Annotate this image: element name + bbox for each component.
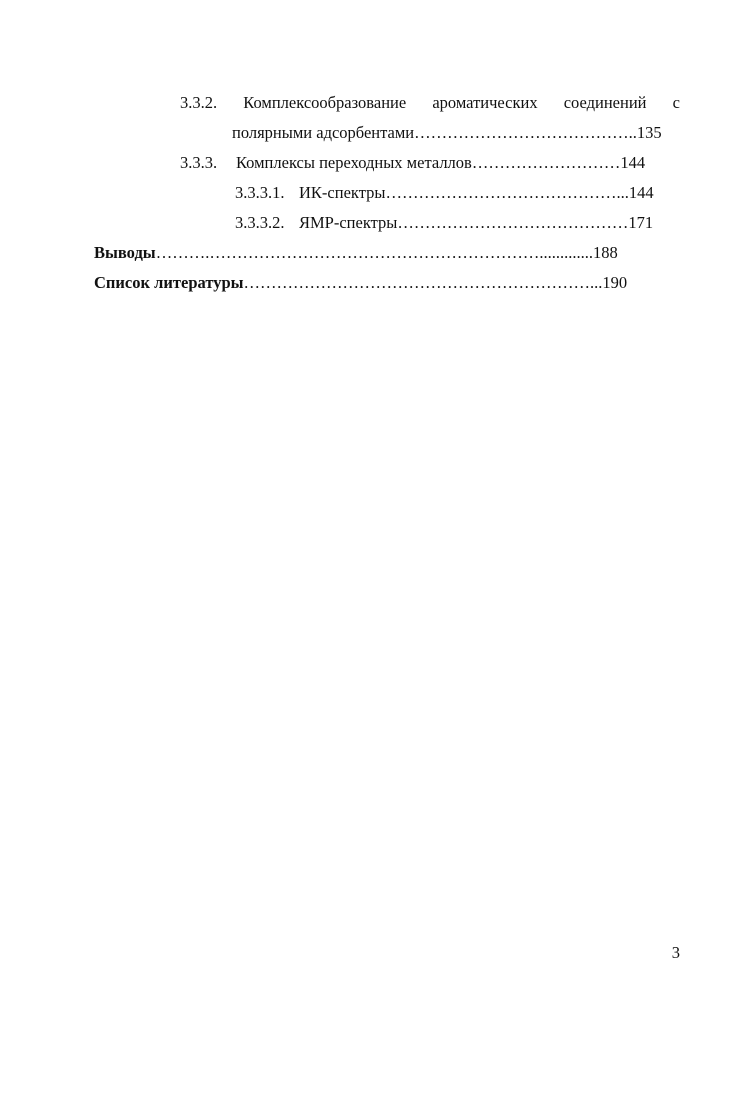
toc-entry-text: Выводы……….…………………………………………………….............188 — [94, 243, 618, 262]
toc-entry-text: Комплексы переходных металлов………………………144 — [236, 153, 646, 172]
toc-entry-number: 3.3.3. — [180, 153, 218, 172]
toc-entry-heading: Список литературы — [94, 273, 244, 292]
toc-entry-heading: Выводы — [94, 243, 156, 262]
toc-entry-3-3-3-1 — [235, 182, 682, 204]
toc-entry-3-3-2-first-line — [180, 92, 680, 114]
toc-entry-word: с — [672, 93, 680, 112]
toc-entry-text: Список литературы………………………………………………………...190 — [94, 273, 628, 292]
toc-entry-3-3-2 — [180, 92, 680, 114]
toc-entry-3-3-2-continuation: полярными адсорбентами…………………………………..135 — [232, 123, 662, 142]
toc-entry-word: соединений — [563, 93, 647, 112]
toc-entry-number: 3.3.3.2. — [235, 213, 285, 232]
toc-entry-3-3-3 — [180, 152, 682, 174]
toc-entry-text: ИК-спектры……………………………………...144 — [299, 183, 654, 202]
toc-entry-word: ароматических — [432, 93, 538, 112]
toc-entry-references — [94, 272, 682, 294]
toc-entry-3-3-3-2 — [235, 212, 682, 234]
toc-entry-number: 3.3.3.1. — [235, 183, 285, 202]
toc-entry-text: ЯМР-спектры……………………………………171 — [299, 213, 654, 232]
toc-entry-number: 3.3.2. — [180, 93, 218, 112]
page-number: 3 — [671, 943, 680, 962]
toc-entry-conclusions — [94, 242, 682, 264]
toc-entry-word: Комплексообразование — [243, 93, 407, 112]
